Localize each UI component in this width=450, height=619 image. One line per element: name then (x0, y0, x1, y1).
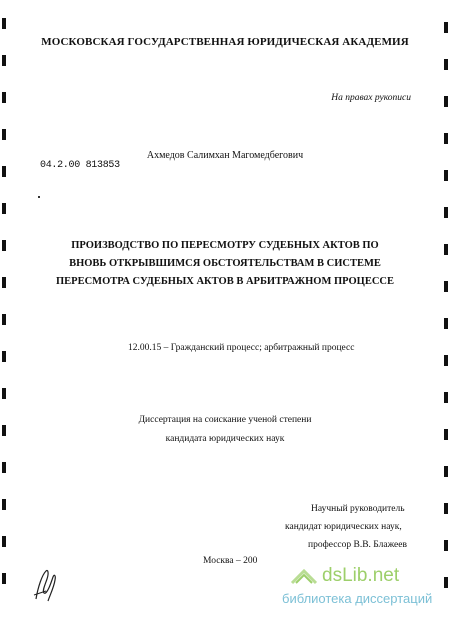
right-binding-marks (442, 0, 450, 619)
left-binding-marks (0, 0, 8, 619)
place-and-year: Москва – 200 (203, 556, 258, 566)
watermark-brand: dsLib.net (322, 565, 400, 586)
institution-name: МОСКОВСКАЯ ГОСУДАРСТВЕННАЯ ЮРИДИЧЕСКАЯ АКАДЕМИЯ (41, 36, 409, 48)
supervisor-degree: кандидат юридических наук, (285, 522, 402, 532)
scan-speck (38, 196, 40, 198)
watermark-tagline: библиотека диссертаций (282, 591, 433, 606)
dissertation-title (0, 237, 450, 291)
degree-line-1: Диссертация на соискание ученой степени (138, 415, 312, 425)
specialty-code: 12.00.15 – Гражданский процесс; арбитражный процесс (128, 343, 355, 353)
handwritten-signature (32, 565, 62, 607)
title-line-3: ПЕРЕСМОТРА СУДЕБНЫХ АКТОВ В АРБИТРАЖНОМ ПРОЦЕССЕ (56, 276, 394, 287)
author-name: Ахмедов Салимхан Магомедбегович (146, 150, 304, 161)
title-line-1: ПРОИЗВОДСТВО ПО ПЕРЕСМОТРУ СУДЕБНЫХ АКТОВ ПО (71, 240, 379, 251)
library-stamp: 04.2.00 813853 (40, 160, 120, 171)
supervisor-heading: Научный руководитель (311, 504, 405, 514)
book-logo-icon (290, 565, 318, 587)
supervisor-name: профессор В.В. Блажеев (308, 540, 407, 550)
title-line-2: ВНОВЬ ОТКРЫВШИМСЯ ОБСТОЯТЕЛЬСТВАМ В СИСТЕМЕ (69, 258, 381, 269)
rights-note: На правах рукописи (331, 93, 411, 103)
degree-line-2: кандидата юридических наук (165, 434, 285, 444)
